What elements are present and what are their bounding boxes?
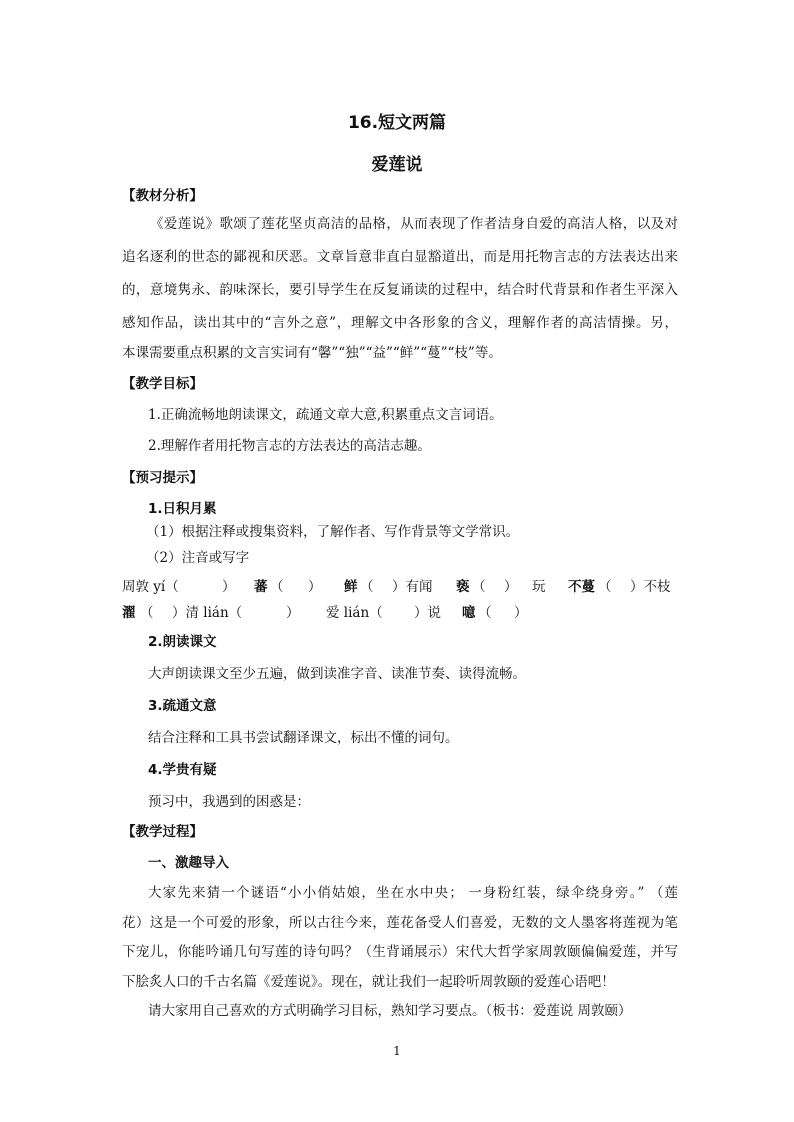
pinyin-char: 噫 xyxy=(462,605,476,621)
pinyin-item: 周敦 yí（ xyxy=(122,579,179,595)
pinyin-item: 玩 xyxy=(532,579,546,595)
pinyin-item: ） xyxy=(504,579,518,595)
lesson-title: 爱莲说 xyxy=(371,155,423,175)
page-title: 16.短文两篇 xyxy=(347,113,447,133)
preview-heading: 3.疏通文意 xyxy=(148,698,217,714)
pinyin-item: （ xyxy=(478,605,492,621)
pinyin-char: 鲜 xyxy=(344,579,358,595)
analysis-line: 《爱莲说》歌颂了莲花坚贞高洁的品格，从而表现了作者洁身自爱的高洁人格，以及对 xyxy=(150,216,678,232)
section-heading-preview: 【预习提示】 xyxy=(122,470,203,486)
pinyin-item: ）说 xyxy=(414,605,441,621)
pinyin-item: （ xyxy=(472,579,486,595)
pinyin-item: ） xyxy=(286,605,300,621)
section-heading-goals: 【教学目标】 xyxy=(122,376,203,392)
pinyin-item: （ xyxy=(140,605,154,621)
process-line: 大家先来猜一个谜语“小小俏姑娘，坐在水中央； 一身粉红装，绿伞绕身旁。” （莲 xyxy=(148,885,678,901)
pinyin-char: 亵 xyxy=(456,579,470,595)
section-heading-process: 【教学过程】 xyxy=(122,824,203,840)
analysis-line: 追名逐利的世态的鄙视和厌恶。文章旨意非直白显豁道出，而是用托物言志的方法表达出来 xyxy=(122,249,678,265)
page-number: 1 xyxy=(393,1044,401,1058)
analysis-line: 感知作品，读出其中的“言外之意”，理解文中各形象的含义，理解作者的高洁情操。另， xyxy=(122,315,678,331)
pinyin-item: （ xyxy=(360,579,374,595)
preview-heading: 2.朗读课文 xyxy=(148,634,217,650)
preview-text: 大声朗读课文至少五遍，做到读准字音、读准节奏、读得流畅。 xyxy=(148,666,526,682)
process-line: 花）这是一个可爱的形象，所以古往今来，莲花备受人们喜爱，无数的文人墨客将莲视为笔 xyxy=(122,915,678,931)
pinyin-item: （ xyxy=(270,579,284,595)
preview-text: 预习中，我遇到的困惑是： xyxy=(148,794,310,810)
goal-item: 2.理解作者用托物言志的方法表达的高洁志趣。 xyxy=(148,438,431,454)
preview-text: （2）注音或写字 xyxy=(146,550,250,566)
pinyin-item: ） xyxy=(222,579,236,595)
analysis-line: 本课需要重点积累的文言实词有“馨”“独”“益”“鲜”“蔓”“枝”等。 xyxy=(122,345,502,361)
preview-text: （1）根据注释或搜集资料，了解作者、写作背景等文学常识。 xyxy=(146,524,520,540)
pinyin-char: 不蔓 xyxy=(568,579,595,595)
preview-heading: 1.日积月累 xyxy=(148,501,217,517)
pinyin-item: （ xyxy=(598,579,612,595)
pinyin-item: ）有闻 xyxy=(392,579,433,595)
preview-heading: 4.学贵有疑 xyxy=(148,762,217,778)
process-line: 下宠儿，你能吟诵几句写莲的诗句吗？（生背诵展示）宋代大哲学家周敦颐偏偏爱莲，并写 xyxy=(122,944,678,960)
pinyin-item: 爱 lián（ xyxy=(326,605,383,621)
process-heading: 一、激趣导入 xyxy=(148,855,229,871)
pinyin-char: 蕃 xyxy=(254,579,268,595)
process-line: 下脍炙人口的千古名篇《爱莲说》。现在，就让我们一起聆听周敦颐的爱莲心语吧！ xyxy=(122,974,615,990)
pinyin-item: ） xyxy=(308,579,322,595)
pinyin-item: ） xyxy=(514,605,528,621)
pinyin-item: ）清 lián（ xyxy=(172,605,243,621)
pinyin-char: 濯 xyxy=(122,605,136,621)
analysis-line: 的，意境隽永、韵味深长，要引导学生在反复诵读的过程中，结合时代背景和作者生平深入 xyxy=(122,282,678,298)
process-line: 请大家用自己喜欢的方式明确学习目标，熟知学习要点。（板书：爱莲说 周敦颐） xyxy=(148,1003,632,1019)
section-heading-analysis: 【教材分析】 xyxy=(122,188,203,204)
pinyin-item: ）不枝 xyxy=(630,579,671,595)
preview-text: 结合注释和工具书尝试翻译课文，标出不懂的词句。 xyxy=(148,730,459,746)
goal-item: 1.正确流畅地朗读课文，疏通文章大意,积累重点文言词语。 xyxy=(148,407,503,423)
